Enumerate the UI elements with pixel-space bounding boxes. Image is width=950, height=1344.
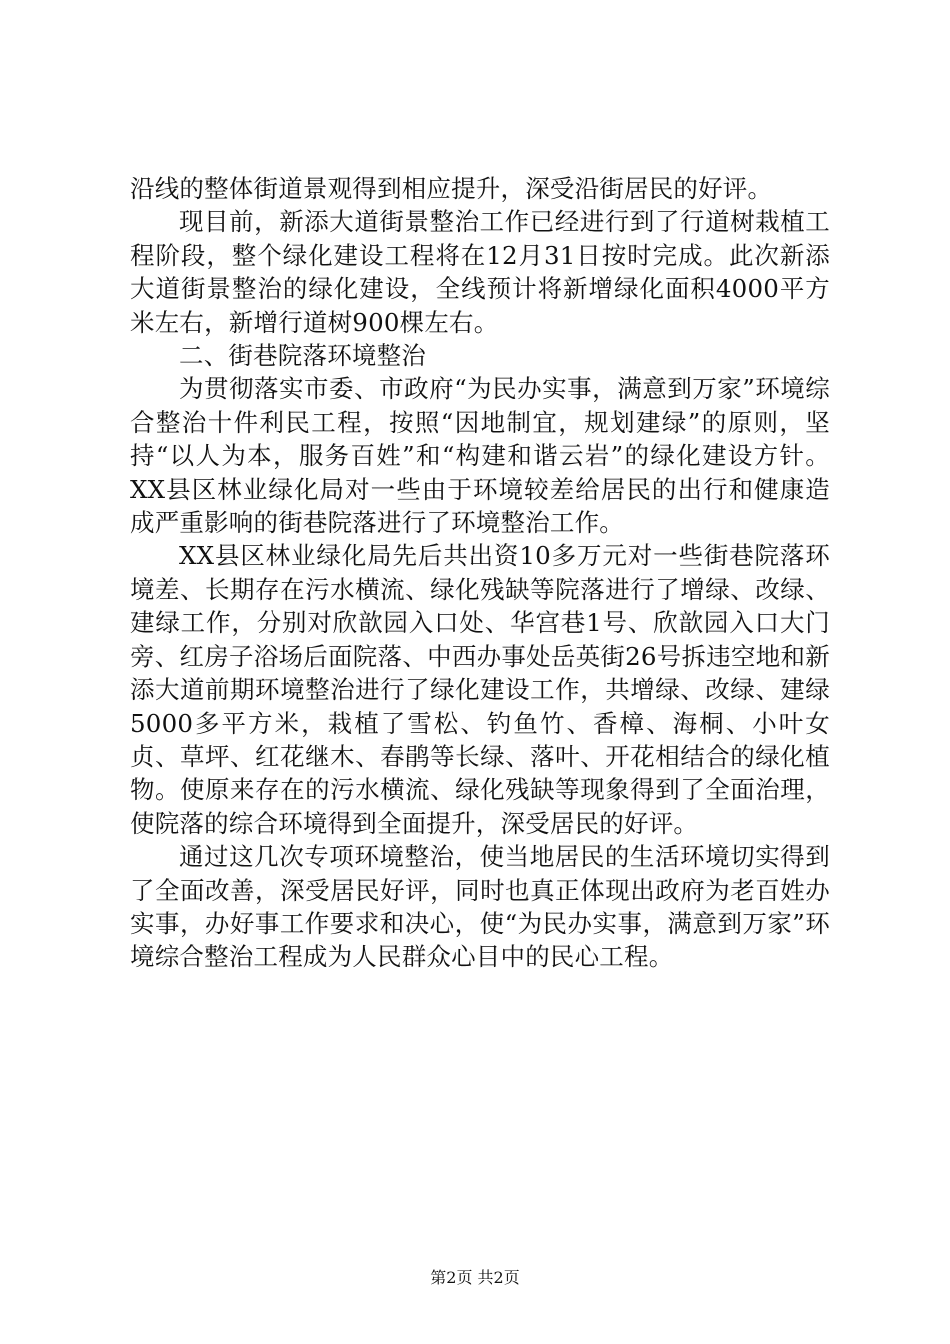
paragraph-continuation: 沿线的整体街道景观得到相应提升，深受沿街居民的好评。: [130, 174, 773, 203]
section-heading: 二、街巷院落环境整治: [179, 341, 426, 371]
paragraph-conclusion: 通过这几次专项环境整治，使当地居民的生活环境切实得到了全面改善，深受居民好评，同时也真正体现出政府为老百姓办实事，办好事工作要求和决心，使“为民办实事，满意到万家”环境综合整治工程成为人民群众心目中的民心工程。: [130, 842, 830, 972]
document-body: [130, 172, 830, 974]
paragraph-policy: 为贯彻落实市委、市政府“为民办实事，满意到万家”环境综合整治十件利民工程，按照“因地制宜，规划建绿”的原则，坚持“以人为本，服务百姓”和“构建和谐云岩”的绿化建设方针。XX县区林业绿化局对一些由于环境较差给居民的出行和健康造成严重影响的街巷院落进行了环境整治工作。: [130, 374, 830, 538]
page-number-footer: 第2页 共2页: [430, 1268, 520, 1287]
paragraph-progress: 现目前，新添大道街景整治工作已经进行到了行道树栽植工程阶段，整个绿化建设工程将在12月31日按时完成。此次新添大道街景整治的绿化建设，全线预计将新增绿化面积4000平方米左右，新增行道树900棵左右。: [130, 207, 830, 337]
paragraph-works: XX县区林业绿化局先后共出资10多万元对一些街巷院落环境差、长期存在污水横流、绿化残缺等院落进行了增绿、改绿、建绿工作，分别对欣歆园入口处、华宫巷1号、欣歆园入口大门旁、红房子浴场后面院落、中西办事处岳英街26号拆违空地和新添大道前期环境整治进行了绿化建设工作，共增绿、改绿、建绿5000多平方米，栽植了雪松、钓鱼竹、香樟、海桐、小叶女贞、草坪、红花继木、春鹃等长绿、落叶、开花相结合的绿化植物。使原来存在的污水横流、绿化残缺等现象得到了全面治理，使院落的综合环境得到全面提升，深受居民的好评。: [130, 541, 830, 838]
